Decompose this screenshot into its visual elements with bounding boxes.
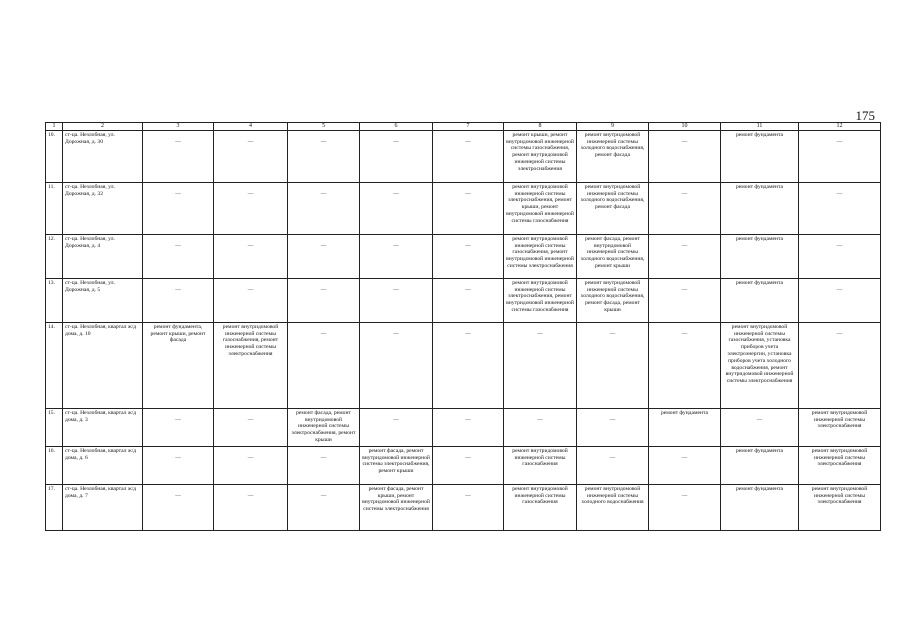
row-number: 10. — [46, 130, 63, 182]
column-number-header: 6 — [360, 123, 433, 131]
column-number-header: 5 — [288, 123, 360, 131]
column-number-header: 7 — [433, 123, 504, 131]
empty-dash-cell: — — [433, 408, 504, 446]
address-cell: ст-ца. Незлобная, квартал ж/д дома, д. 6 — [63, 446, 143, 484]
empty-dash-cell: — — [433, 278, 504, 322]
table-row — [46, 182, 881, 234]
row-number: 12. — [46, 234, 63, 278]
work-type-cell: ремонт фундамента — [721, 234, 799, 278]
work-type-cell: ремонт внутридомовой инженерной системы электроснабжения — [799, 484, 881, 530]
empty-dash-cell: — — [143, 484, 214, 530]
row-number: 11. — [46, 182, 63, 234]
work-type-cell: ремонт фундамента — [721, 484, 799, 530]
empty-dash-cell: — — [214, 278, 288, 322]
work-type-cell: ремонт внутридомовой инженерной системы газоснабжения, ремонт внутридомовой инженерной системы электроснабжения — [504, 234, 577, 278]
table-row — [46, 278, 881, 322]
page-number: 175 — [855, 108, 875, 123]
empty-dash-cell: — — [360, 182, 433, 234]
empty-dash-cell: — — [360, 322, 433, 408]
empty-dash-cell: — — [433, 484, 504, 530]
empty-dash-cell: — — [649, 234, 721, 278]
empty-dash-cell: — — [143, 130, 214, 182]
empty-dash-cell: — — [433, 234, 504, 278]
address-cell: ст-ца. Незлобная, квартал ж/д дома, д. 3 — [63, 408, 143, 446]
empty-dash-cell: — — [214, 130, 288, 182]
table-row — [46, 408, 881, 446]
column-number-header: 4 — [214, 123, 288, 131]
empty-dash-cell: — — [214, 446, 288, 484]
work-type-cell: ремонт внутридомовой инженерной системы газоснабжения — [504, 446, 577, 484]
empty-dash-cell: — — [504, 408, 577, 446]
table-row — [46, 322, 881, 408]
column-number-header: 11 — [721, 123, 799, 131]
work-type-cell: ремонт внутридомовой инженерной системы газоснабжения, ремонт инженерной системы электроснабжения — [214, 322, 288, 408]
column-number-header: 1 — [46, 123, 63, 131]
column-number-row — [46, 123, 881, 131]
column-number-header: 8 — [504, 123, 577, 131]
work-type-cell: ремонт фасада, ремонт внутридомовой инженерной системы электроснабжения, ремонт крыши — [288, 408, 360, 446]
empty-dash-cell: — — [433, 182, 504, 234]
empty-dash-cell: — — [360, 130, 433, 182]
column-number-header: 10 — [649, 123, 721, 131]
empty-dash-cell: — — [288, 130, 360, 182]
work-type-cell: ремонт крыши, ремонт внутридомовой инженерной системы газоснабжения, ремонт внутридомовой инженерной системы электроснабжения — [504, 130, 577, 182]
row-number: 16. — [46, 446, 63, 484]
work-type-cell: ремонт фундамента — [649, 408, 721, 446]
empty-dash-cell: — — [143, 278, 214, 322]
table-row — [46, 484, 881, 530]
empty-dash-cell: — — [288, 182, 360, 234]
empty-dash-cell: — — [143, 182, 214, 234]
empty-dash-cell: — — [288, 484, 360, 530]
empty-dash-cell: — — [577, 408, 649, 446]
work-type-cell: ремонт фундамента, ремонт крыши, ремонт фасада — [143, 322, 214, 408]
work-type-cell: ремонт фундамента — [721, 278, 799, 322]
work-type-cell: ремонт внутридомовой инженерной системы электроснабжения — [799, 408, 881, 446]
work-type-cell: ремонт внутридомовой инженерной системы холодного водоснабжения, ремонт фасада — [577, 130, 649, 182]
work-type-cell: ремонт внутридомовой инженерной системы электроснабжения — [799, 446, 881, 484]
row-number: 14. — [46, 322, 63, 408]
work-type-cell: ремонт внутридомовой инженерной системы холодного водоснабжения, ремонт фасада — [577, 182, 649, 234]
column-number-header: 3 — [143, 123, 214, 131]
work-type-cell: ремонт внутридомовой инженерной системы холодного водоснабжения — [577, 484, 649, 530]
work-type-cell: ремонт фундамента — [721, 446, 799, 484]
empty-dash-cell: — — [799, 182, 881, 234]
empty-dash-cell: — — [433, 446, 504, 484]
address-cell: ст-ца. Незлобная, ул. Дорожная, д. 30 — [63, 130, 143, 182]
empty-dash-cell: — — [214, 408, 288, 446]
work-type-cell: ремонт внутридомовой инженерной системы газоснабжения — [504, 484, 577, 530]
empty-dash-cell: — — [214, 182, 288, 234]
empty-dash-cell: — — [649, 278, 721, 322]
empty-dash-cell: — — [799, 130, 881, 182]
empty-dash-cell: — — [799, 278, 881, 322]
table-row — [46, 234, 881, 278]
empty-dash-cell: — — [143, 446, 214, 484]
empty-dash-cell: — — [577, 446, 649, 484]
empty-dash-cell: — — [360, 278, 433, 322]
address-cell: ст-ца. Незлобная, ул. Дорожная, д. 4 — [63, 234, 143, 278]
table-row — [46, 130, 881, 182]
empty-dash-cell: — — [214, 234, 288, 278]
empty-dash-cell: — — [288, 446, 360, 484]
table-body — [46, 130, 881, 530]
address-cell: ст-ца. Незлобная, квартал ж/д дома, д. 10 — [63, 322, 143, 408]
empty-dash-cell: — — [577, 322, 649, 408]
repair-plan-table — [45, 122, 881, 531]
empty-dash-cell: — — [649, 130, 721, 182]
empty-dash-cell: — — [649, 484, 721, 530]
column-number-header: 2 — [63, 123, 143, 131]
empty-dash-cell: — — [649, 182, 721, 234]
work-type-cell: ремонт фасада, ремонт крыши, ремонт внутридомовой инженерной системы электроснабжения — [360, 484, 433, 530]
empty-dash-cell: — — [649, 322, 721, 408]
row-number: 15. — [46, 408, 63, 446]
work-type-cell: ремонт фасада, ремонт внутридомовой инженерной системы холодного водоснабжения, ремонт крыши — [577, 234, 649, 278]
empty-dash-cell: — — [288, 278, 360, 322]
empty-dash-cell: — — [360, 408, 433, 446]
empty-dash-cell: — — [433, 322, 504, 408]
empty-dash-cell: — — [649, 446, 721, 484]
work-type-cell: ремонт внутридомовой инженерной системы холодного водоснабжения, ремонт фасада, ремонт крыши — [577, 278, 649, 322]
address-cell: ст-ца. Незлобная, ул. Дорожная, д. 32 — [63, 182, 143, 234]
work-type-cell: ремонт фасада, ремонт внутридомовой инженерной системы электроснабжения, ремонт крыши — [360, 446, 433, 484]
work-type-cell: ремонт фундамента — [721, 182, 799, 234]
column-number-header: 12 — [799, 123, 881, 131]
work-type-cell: ремонт внутридомовой инженерной системы электроснабжения, ремонт крыши, ремонт внутридомовой инженерной системы газоснабжения — [504, 182, 577, 234]
row-number: 13. — [46, 278, 63, 322]
empty-dash-cell: — — [433, 130, 504, 182]
column-number-header: 9 — [577, 123, 649, 131]
empty-dash-cell: — — [288, 234, 360, 278]
empty-dash-cell: — — [143, 408, 214, 446]
empty-dash-cell: — — [143, 234, 214, 278]
empty-dash-cell: — — [721, 408, 799, 446]
empty-dash-cell: — — [799, 322, 881, 408]
address-cell: ст-ца. Незлобная, квартал ж/д дома, д. 7 — [63, 484, 143, 530]
work-type-cell: ремонт фундамента — [721, 130, 799, 182]
row-number: 17. — [46, 484, 63, 530]
table-row — [46, 446, 881, 484]
empty-dash-cell: — — [360, 234, 433, 278]
empty-dash-cell: — — [288, 322, 360, 408]
empty-dash-cell: — — [799, 234, 881, 278]
work-type-cell: ремонт внутридомовой инженерной системы газоснабжения, установка приборов учета электроэнергии, установка приборов учета холодного водоснабжения, ремонт внутридомовой инженерной системы электроснабжения — [721, 322, 799, 408]
empty-dash-cell: — — [504, 322, 577, 408]
address-cell: ст-ца. Незлобная, ул. Дорожная, д. 5 — [63, 278, 143, 322]
work-type-cell: ремонт внутридомовой инженерной системы электроснабжения, ремонт внутридомовой инженерной системы газоснабжения — [504, 278, 577, 322]
empty-dash-cell: — — [214, 484, 288, 530]
